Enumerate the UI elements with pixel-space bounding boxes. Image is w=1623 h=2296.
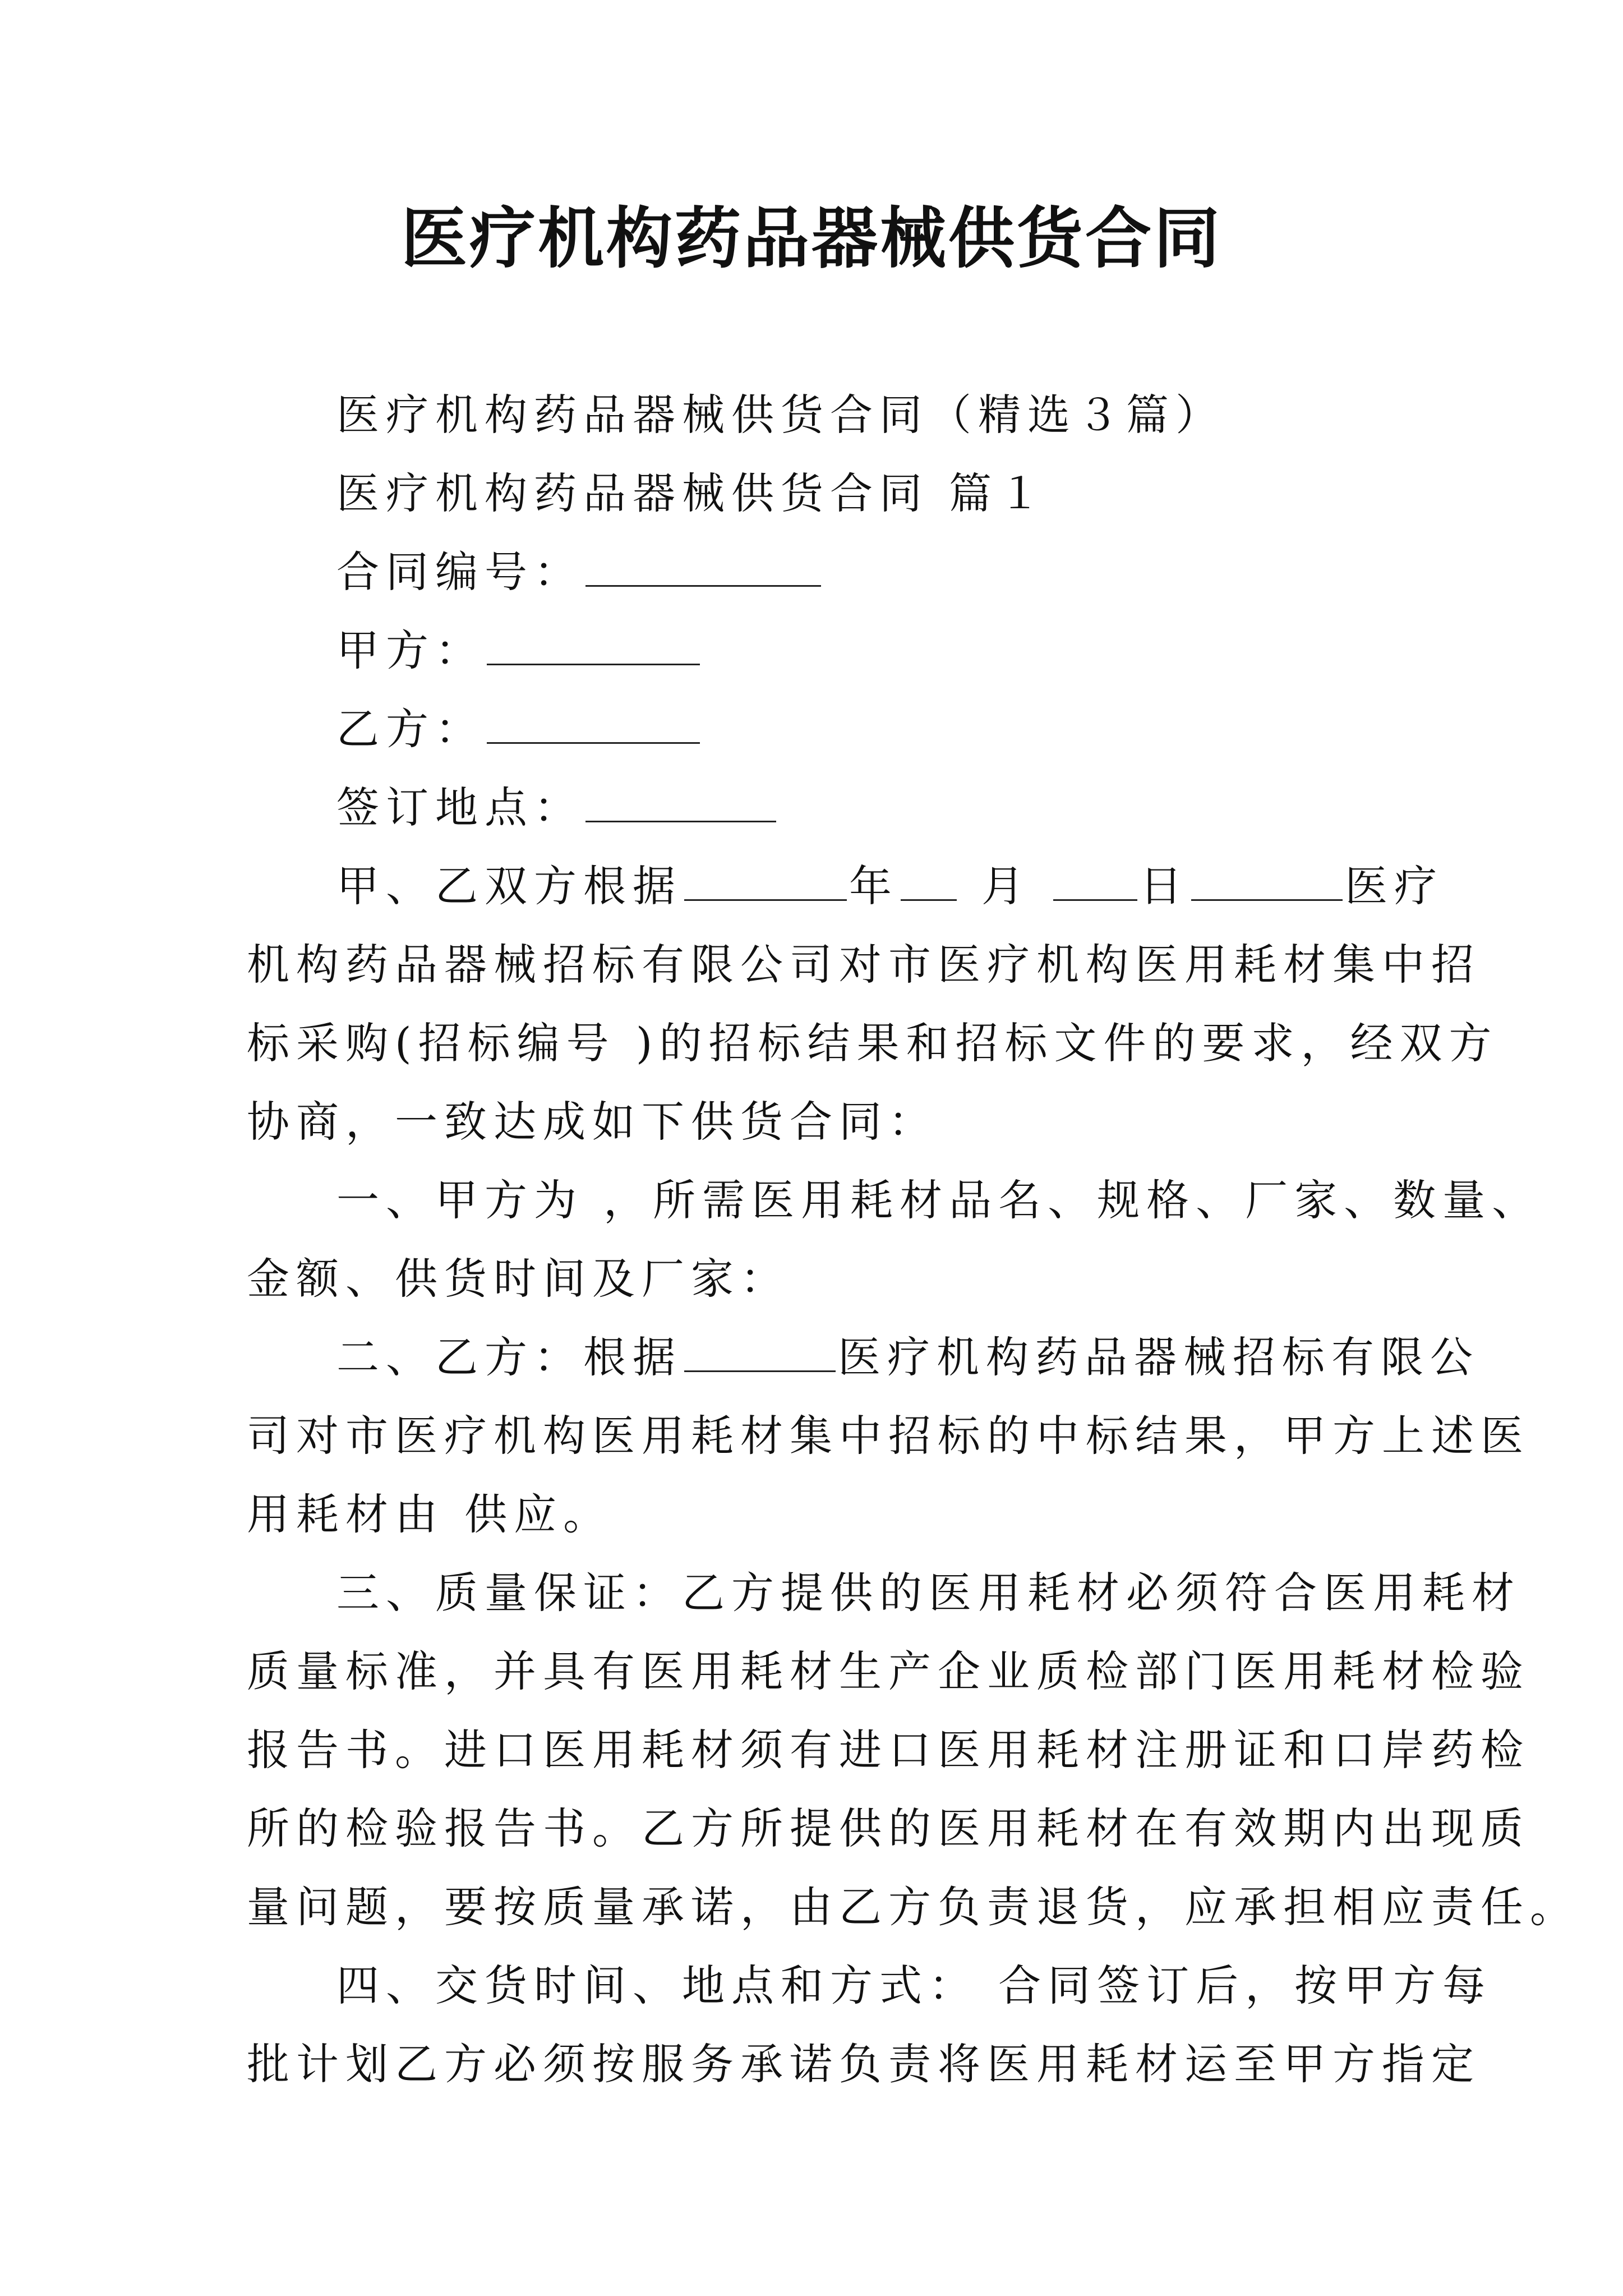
- contract-number-field: [336, 544, 1525, 600]
- sign-place-field: [336, 780, 1525, 836]
- clause-3-line-4: 所的检验报告书。乙方所提供的医用耗材在有效期内出现质: [247, 1803, 1530, 1853]
- clause-4-line-2: 批计划乙方必须按服务承诺负责将医用耗材运至甲方指定: [247, 2039, 1481, 2089]
- intro-text-e: 医疗: [1345, 861, 1444, 911]
- intro-line-2: 机构药品器械招标有限公司对市医疗机构医用耗材集中招: [247, 940, 1481, 990]
- party-b-label: 乙方：: [336, 704, 485, 754]
- clause-3-line-5: 量问题，要按质量承诺，由乙方负责退货，应承担相应责任。: [247, 1882, 1579, 1932]
- clause-2-blank: [684, 1331, 836, 1372]
- contract-number-blank: [585, 546, 821, 587]
- contract-number-label: 合同编号：: [336, 547, 583, 597]
- year-blank: [684, 860, 847, 901]
- clause-1-line-2: 金额、供货时间及厂家：: [247, 1254, 790, 1304]
- clause-3-line-1: 三、质量保证：乙方提供的医用耗材必须符合医用耗材: [336, 1568, 1521, 1618]
- intro-line-4: 协商，一致达成如下供货合同：: [247, 1097, 938, 1147]
- clause-2-text-a: 二、乙方：根据: [336, 1332, 682, 1382]
- party-b-blank: [487, 703, 700, 744]
- party-a-field: [336, 623, 1525, 679]
- party-a-label: 甲方：: [336, 625, 485, 675]
- month-blank: [901, 860, 957, 901]
- clause-1-line-1: 一、甲方为 ，所需医用耗材品名、规格、厂家、数量、: [336, 1175, 1542, 1225]
- party-a-blank: [487, 624, 700, 665]
- section-heading: 医疗机构药品器械供货合同 篇１: [336, 468, 1048, 518]
- year-label: 年: [849, 861, 898, 911]
- document-title: 医疗机构药品器械供货合同: [400, 199, 1222, 277]
- clause-2-line-2: 司对市医疗机构医用耗材集中招标的中标结果，甲方上述医: [247, 1411, 1530, 1461]
- intro-line-3: 标采购(招标编号 )的招标结果和招标文件的要求，经双方: [247, 1018, 1498, 1068]
- intro-line-1: [336, 858, 1525, 914]
- clause-4-line-1: 四、交货时间、地点和方式： 合同签订后，按甲方每: [336, 1961, 1492, 2010]
- sign-place-label: 签订地点：: [336, 783, 583, 832]
- sign-place-blank: [585, 781, 776, 822]
- day-label: 日: [1140, 861, 1189, 911]
- subtitle: 医疗机构药品器械供货合同（精选３篇）: [336, 390, 1225, 440]
- month-label: 月: [981, 861, 1031, 911]
- party-b-field: [336, 701, 1525, 757]
- clause-3-line-3: 报告书。进口医用耗材须有进口医用耗材注册证和口岸药检: [247, 1725, 1530, 1775]
- org-blank: [1191, 860, 1343, 901]
- clause-3-line-2: 质量标准，并具有医用耗材生产企业质检部门医用耗材检验: [247, 1646, 1530, 1696]
- day-blank: [1053, 860, 1137, 901]
- clause-2-text-b: 医疗机构药品器械招标有限公: [838, 1332, 1479, 1382]
- clause-2-line-3: 用耗材由 供应。: [247, 1489, 613, 1539]
- clause-2-line-1: [336, 1329, 1525, 1386]
- intro-text-a: 甲、乙双方根据: [336, 861, 682, 911]
